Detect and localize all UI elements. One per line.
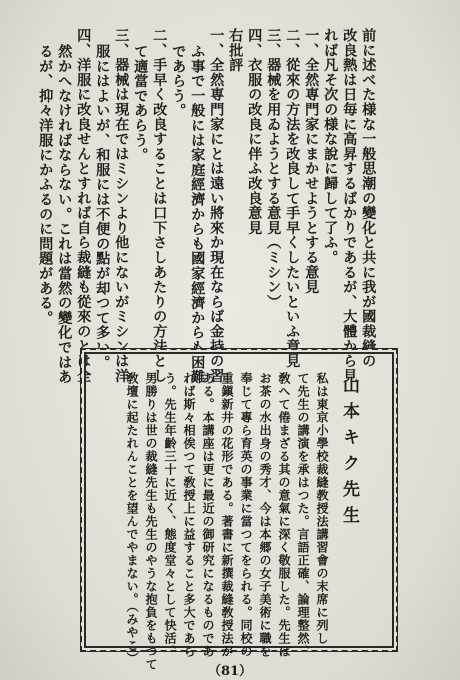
profile-column: 奉じて專ら育英の事業に當つてをられる。同校の — [239, 372, 254, 658]
text-column: 然かへなければならない。これは當然の變化ではあ — [56, 44, 73, 385]
profile-column: う。先生年齡三十に近く、態度堂々として快活、 — [163, 372, 178, 658]
text-column: 二、從來の方法を改良して手早くしたいといふ意見 — [284, 28, 301, 369]
text-column: れば凡そ次の様な說に歸して了ふ。 — [322, 28, 339, 265]
text-column: 前に述べた様な一般思潮の變化と共に我が國裁縫の — [360, 28, 377, 369]
profile-column: ある。本講座は更に最近の御研究になるものであ — [201, 372, 216, 658]
profile-box — [84, 352, 394, 671]
text-column: 一、全然専門家にとは遠い將來か現在ならば金持の習 — [208, 28, 225, 384]
text-column: て適當であらう。 — [132, 44, 149, 163]
text-column: 四、洋服に改良せんとすれば自ら裁縫も從來のとは全 — [75, 28, 92, 384]
text-column: 三、器械は現在ではミシンより他にないがミシンは洋 — [113, 28, 130, 384]
page-number: （81） — [207, 664, 253, 679]
profile-column: て先生の講演を承はつた。言語正確、論理整然、 — [296, 372, 311, 658]
profile-column: れば斯々相俟つて敎授上に益すること多大であら — [182, 372, 197, 658]
profile-title: 山本キク先生 — [339, 376, 359, 532]
profile-column: 敎壇に起たれんことを望んでやまない。（みやこ） — [125, 372, 140, 665]
text-column: 三、器械を用ゐようとする意見（ミシン） — [265, 28, 282, 310]
profile-column: 敎へて倦まざる其の意氣に深く敬服した。先生は — [277, 372, 292, 658]
profile-column: 私は東京小學校裁縫教授法講習會の末席に列し — [315, 372, 330, 645]
text-column: 二、手早く改良することは口下さしあたりの方法とし — [151, 28, 168, 384]
text-column: 右批評 — [227, 28, 244, 73]
text-column: るが、抑々洋服にかふるのに問題がある。 — [37, 44, 54, 326]
text-column: 改良熱は日毎に高昇するばかりであるが、大體から見 — [341, 28, 358, 384]
profile-column: 男勝りは世の裁縫先生も先生のやうな抱負をもつて — [144, 372, 159, 671]
profile-column: 重鎭新井の花形である。著書に新撰裁縫敎授法が — [220, 372, 235, 658]
text-column: ふ事で一般には家庭經濟からも國家經濟からも困難 — [189, 44, 206, 385]
text-column: であらう。 — [170, 44, 187, 118]
text-column: 服にはよいが、和服には不便の點が却つて多い。 — [94, 44, 111, 370]
text-column: 四、衣服の改良に伴ふ改良意見 — [246, 28, 263, 236]
profile-column: お茶の水出身の秀才、今は本郷の女子美術に職を — [258, 372, 273, 658]
text-column: 一、全然専門家にまかせようとする意見 — [303, 28, 320, 295]
